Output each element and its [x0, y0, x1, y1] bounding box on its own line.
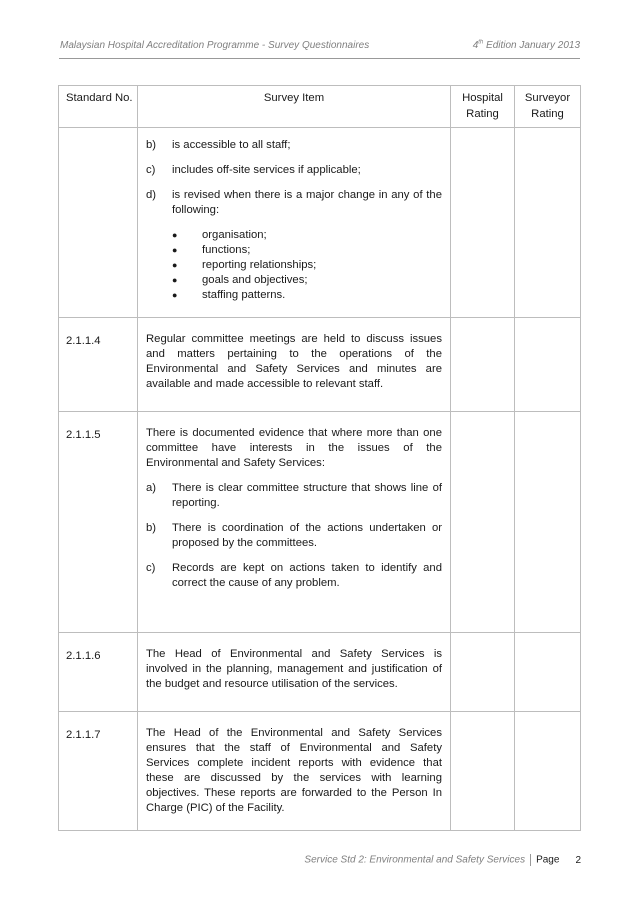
- list-label: a): [146, 482, 157, 494]
- hospital-rating-cell[interactable]: [451, 412, 515, 633]
- footer-service-title: Service Std 2: Environmental and Safety Services: [304, 854, 526, 866]
- bullet-item: ● staffing patterns.: [172, 289, 286, 301]
- item-text: There is documented evidence that where more than one committee have interests in the issues of the Environmental and Safety Services:: [146, 427, 442, 469]
- bullet-icon: ●: [172, 245, 178, 255]
- survey-item-cell: [138, 128, 451, 318]
- col-header-hospital-rating: Hospital Rating: [451, 86, 515, 128]
- bullet-item: ● functions;: [172, 244, 251, 256]
- item-text: Regular committee meetings are held to discuss issues and matters pertaining to the operations of the Environmental and Safety Services and minutes are available and made accessible to relevant staff.: [146, 333, 442, 390]
- list-text: includes off-site services if applicable;: [172, 164, 361, 176]
- standard-cell: 2.1.1.7: [59, 712, 138, 831]
- hospital-rating-cell[interactable]: [451, 633, 515, 712]
- item-text: The Head of the Environmental and Safety Services ensures that the staff of Environmental and Safety Services complete incident reports with evidence that these are discussed by the services with learning objectives. These reports are forwarded to the Person In Charge (PIC) of the Facility.: [146, 727, 442, 814]
- standard-cell: 2.1.1.6: [59, 633, 138, 712]
- bullet-item: ● goals and objectives;: [172, 274, 308, 286]
- list-item: [146, 521, 442, 551]
- table-row: [59, 128, 581, 318]
- table-row: [59, 318, 581, 412]
- surveyor-rating-cell[interactable]: [515, 412, 581, 633]
- bullet-icon: ●: [172, 260, 178, 270]
- header-title: Malaysian Hospital Accreditation Programme - Survey Questionnaires: [60, 40, 370, 51]
- col-header-surveyor-rating: Surveyor Rating: [515, 86, 581, 128]
- bullet-icon: ●: [172, 275, 178, 285]
- list-text: There is clear committee structure that shows line of reporting.: [172, 482, 442, 509]
- list-label: c): [146, 164, 156, 176]
- list-item: [146, 561, 442, 591]
- hospital-rating-cell[interactable]: [451, 712, 515, 831]
- list-text: is accessible to all staff;: [172, 139, 291, 151]
- list-text: There is coordination of the actions undertaken or proposed by the committees.: [172, 522, 442, 549]
- survey-item-cell: [138, 633, 451, 712]
- bullet-icon: ●: [172, 290, 178, 300]
- surveyor-rating-cell[interactable]: [515, 712, 581, 831]
- list-item: [146, 163, 442, 178]
- header-edition: 4th Edition January 2013: [472, 39, 580, 51]
- standard-cell: 2.1.1.4: [59, 318, 138, 412]
- list-text: is revised when there is a major change in any of the following:: [172, 189, 442, 216]
- hospital-rating-cell[interactable]: [451, 128, 515, 318]
- bullet-item: ● organisation;: [172, 229, 267, 241]
- bullet-icon: ●: [172, 230, 178, 240]
- surveyor-rating-cell[interactable]: [515, 633, 581, 712]
- bullet-list: [146, 228, 442, 303]
- surveyor-rating-cell[interactable]: [515, 128, 581, 318]
- list-label: b): [146, 139, 157, 151]
- list-text: Records are kept on actions taken to identify and correct the cause of any problem.: [172, 562, 442, 589]
- survey-item-cell: [138, 712, 451, 831]
- list-label: b): [146, 522, 157, 534]
- list-label: c): [146, 562, 156, 574]
- list-item: [146, 188, 442, 218]
- table-row: [59, 633, 581, 712]
- footer-page-label: Page: [536, 854, 560, 866]
- header-rule: [59, 58, 580, 59]
- col-header-standard: Standard No.: [59, 86, 138, 128]
- table-row: [59, 712, 581, 831]
- footer-divider: [530, 854, 531, 866]
- table-header-row: [59, 86, 581, 128]
- footer-page-number: 2: [575, 854, 581, 866]
- surveyor-rating-cell[interactable]: [515, 318, 581, 412]
- col-header-survey-item: Survey Item: [138, 86, 451, 128]
- item-text: The Head of Environmental and Safety Services is involved in the planning, management and justification of the budget and resource utilisation of the services.: [146, 648, 442, 690]
- list-label: d): [146, 189, 157, 201]
- standard-cell: [59, 128, 138, 318]
- list-item: [146, 138, 442, 153]
- list-item: [146, 481, 442, 511]
- bullet-item: ● reporting relationships;: [172, 259, 317, 271]
- hospital-rating-cell[interactable]: [451, 318, 515, 412]
- standard-cell: 2.1.1.5: [59, 412, 138, 633]
- table-row: [59, 412, 581, 633]
- survey-item-cell: [138, 318, 451, 412]
- survey-item-cell: [138, 412, 451, 633]
- page-footer: [304, 854, 581, 866]
- survey-table: [58, 85, 581, 831]
